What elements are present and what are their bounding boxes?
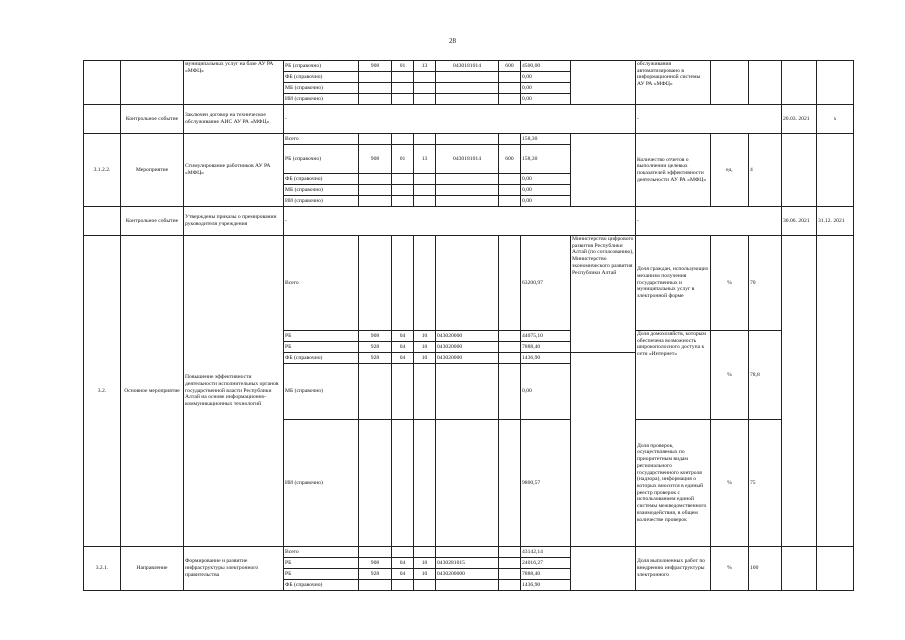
executor-cell [571,134,636,207]
row-number: 3.1.2.2. [84,134,121,207]
dash-cell: - [284,105,636,134]
indicator-name: Доля граждан, использующих механизм получения государственных и муниципальных услуг в электронной форме [636,236,711,331]
pr-code: 10 [414,342,436,353]
csr-code: 0430181014 [436,61,499,72]
rz-code: 01 [392,61,414,72]
rz-code: 04 [392,569,414,580]
row-name: Стимулирование работников АУ РА «МФЦ» [184,134,284,207]
indicator-value [749,61,782,105]
indicator-value: 75 [749,420,782,547]
fin-source: РБ [284,569,359,580]
grbs-code: 908 [359,61,392,72]
row-number: 3.2. [84,236,121,547]
fin-sum: 0,00 [521,72,571,83]
rz-code: 04 [392,353,414,364]
fin-sum: 0,00 [521,174,571,185]
fin-source: Всего [284,134,359,145]
date-start [782,547,817,591]
fin-sum: 9800,57 [521,420,571,547]
fin-source: Всего [284,547,359,558]
fin-sum: 158,30 [521,145,571,174]
grbs-code: 928 [359,353,392,364]
date-start [782,236,817,547]
fin-source: ИИ (справочно) [284,420,359,547]
fin-source: Всего [284,236,359,331]
date-start [782,134,817,207]
row-name: Формирование и развитие инфраструктуры электронного правительства [184,547,284,591]
fin-source: РБ (справочно) [284,61,359,72]
dash-cell: - [636,105,782,134]
date-end [817,134,854,207]
executor-cell [571,547,636,591]
fin-sum: 24016,27 [521,558,571,569]
row-name: муниципальных услуг на базе АУ РА «МФЦ» [184,61,284,105]
dash-cell: - [284,207,636,236]
date-end [817,547,854,591]
vr-code: 600 [499,61,521,72]
fin-sum: 1436,90 [521,580,571,591]
indicator-unit: % [711,420,749,547]
fin-sum: 0,00 [521,364,571,420]
dash-cell: - [636,207,782,236]
date-start: 30.06. 2021 [782,207,817,236]
row-number [84,61,121,105]
row-type: Основное мероприятие [121,236,184,547]
date-end [817,61,854,105]
fin-sum: 63200,97 [521,236,571,331]
csr-code: 0430181014 [436,145,499,174]
pr-code: 13 [414,61,436,72]
rz-code: 04 [392,331,414,342]
fin-sum: 1436,90 [521,353,571,364]
grbs-code: 928 [359,342,392,353]
indicator-name: Доля домохозяйств, которым обеспечена возможность широкополосного доступа к сети «Интернет» [636,331,711,420]
fin-source: РБ [284,331,359,342]
fin-sum: 43142,14 [521,547,571,558]
date-start [782,61,817,105]
indicator-unit: % [711,236,749,331]
indicator-name: Доля проверок, осуществляемых по приоритетным видам регионального государственного контроля (надзора), информация о которых вносится в единый реестр проверок с использованием единой системы межведомственного взаимодействия, в общем количестве проверок [636,420,711,547]
fin-source: РБ [284,558,359,569]
fin-source: ФБ (справочно) [284,72,359,83]
fin-source: РБ [284,342,359,353]
page-number: 28 [449,37,456,45]
date-end: 31.12. 2021 [817,207,854,236]
row-type: Направление [121,547,184,591]
grbs-code: 908 [359,145,392,174]
fin-source: ФБ (справочно) [284,353,359,364]
row-type: Контрольное событие [121,105,184,134]
pr-code: 10 [414,569,436,580]
grbs-code: 928 [359,569,392,580]
date-start: 20.03. 2021 [782,105,817,134]
indicator-name: Доля выполненных работ по внедрению инфраструктуры электронного [636,547,711,591]
pr-code: 10 [414,331,436,342]
row-number [84,105,121,134]
csr-code: 043020000 [436,342,499,353]
pr-code: 10 [414,558,436,569]
date-end [817,236,854,547]
row-name: Повышение эффективности деятельности исполнительных органов государственной власти Республики Алтай на основе информационно-коммуникационных технологий [184,236,284,547]
fin-source: ФБ (справочно) [284,174,359,185]
fin-source: РБ (справочно) [284,145,359,174]
indicator-name: обслуживания автоматизировано в информационной системы АУ РА «МФЦ» [636,61,711,105]
indicator-unit: % [711,547,749,591]
row-number [84,207,121,236]
indicator-value: 70 [749,236,782,331]
indicator-value: 78,8 [749,331,782,420]
vr-code: 600 [499,145,521,174]
grbs-code: 908 [359,558,392,569]
fin-sum: 158,30 [521,134,571,145]
pr-code: 10 [414,353,436,364]
executor-cell: Министерство цифрового развития Республики Алтай (по согласованию), Министерство экономического развития Республики Алтай [571,236,636,353]
csr-code: 043020000 [436,331,499,342]
row-type: Мероприятие [121,134,184,207]
fin-source: МБ (справочно) [284,185,359,196]
fin-sum: 44075,10 [521,331,571,342]
fin-sum: 0,00 [521,196,571,207]
date-end: х [817,105,854,134]
indicator-value: 100 [749,547,782,591]
rz-code: 04 [392,558,414,569]
fin-source: МБ (справочно) [284,364,359,420]
executor-cell [571,61,636,105]
fin-source: ФБ (справочно) [284,580,359,591]
indicator-value: 4 [749,134,782,207]
fin-sum: 0,00 [521,83,571,94]
fin-sum: 7888,40 [521,569,571,580]
csr-code: 0430281015 [436,558,499,569]
program-table [83,60,854,591]
pr-code: 13 [414,145,436,174]
fin-source: МБ (справочно) [284,83,359,94]
indicator-unit: ед. [711,134,749,207]
indicator-unit [711,61,749,105]
rz-code: 01 [392,145,414,174]
row-name: Заключен договор на техническое обслуживание АИС АУ РА «МФЦ» [184,105,284,134]
fin-sum: 4500,00 [521,61,571,72]
fin-source: ИИ (справочно) [284,94,359,105]
row-number: 3.2.1. [84,547,121,591]
fin-sum: 7888,40 [521,342,571,353]
row-type: Контрольное событие [121,207,184,236]
indicator-name: Количество отчетов о выполнении целевых показателей эффективности деятельности АУ РА «МФЦ» [636,134,711,207]
row-name: Утверждены приказы о премировании руководителя учреждения [184,207,284,236]
indicator-unit: % [711,331,749,420]
row-type [121,61,184,105]
grbs-code: 908 [359,331,392,342]
fin-sum: 0,00 [521,185,571,196]
csr-code: 0430200000 [436,569,499,580]
rz-code: 04 [392,342,414,353]
executor-cell [571,353,636,547]
fin-sum: 0,00 [521,94,571,105]
fin-source: ИИ (справочно) [284,196,359,207]
csr-code: 043020000 [436,353,499,364]
